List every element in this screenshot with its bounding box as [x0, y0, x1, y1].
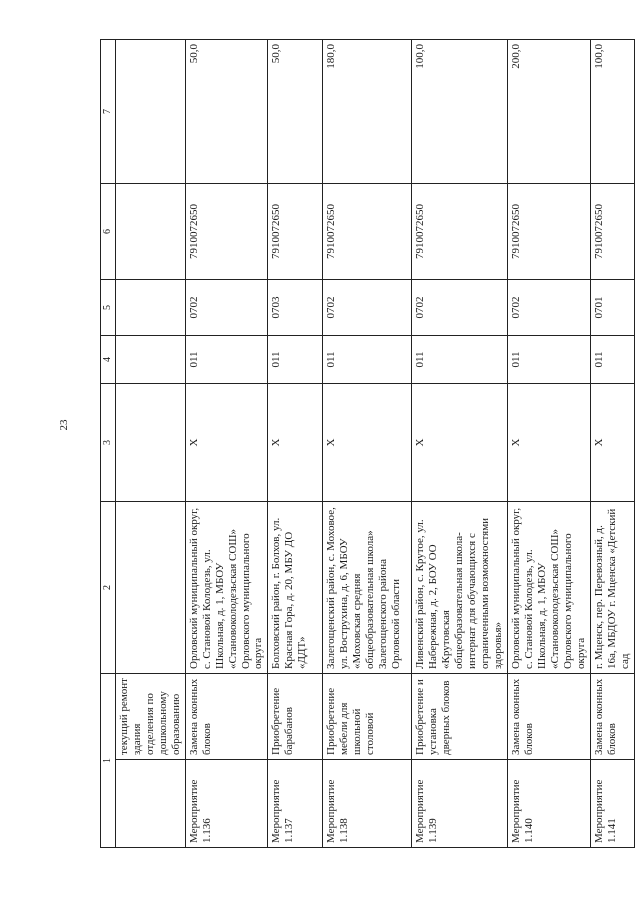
col4-code: 011	[268, 336, 323, 384]
measure-address: Орловский муниципальный округ, с. Становой Колодезь, ул. Школьная, д. 1, МБОУ «Становоколодезьская СОШ» Орловского муниципального округа	[185, 502, 268, 674]
col4-code: 011	[323, 336, 412, 384]
budget-table	[100, 39, 635, 848]
measure-activity: Приобретение и установка дверных блоков	[412, 674, 508, 760]
measure-activity: Приобретение мебели для школьной столовой	[323, 674, 412, 760]
table-row	[323, 40, 412, 848]
col3-mark: X	[508, 384, 591, 502]
col6-code: 7910072650	[591, 184, 635, 280]
col5-code: 0701	[591, 280, 635, 336]
col6-code: 7910072650	[323, 184, 412, 280]
col3-mark: X	[591, 384, 635, 502]
rotated-page	[100, 38, 631, 848]
col6-code: 7910072650	[268, 184, 323, 280]
measure-address: Болховский район, г. Болхов, ул. Красная Гора, д. 20, МБУ ДО «ДДТ»	[268, 502, 323, 674]
col5-code: 0702	[412, 280, 508, 336]
col4-code: 011	[412, 336, 508, 384]
measure-address: Залегощенский район, с. Моховое, ул. Вострухина, д. 6, МБОУ «Моховская средняя общеобразовательная школа» Залегощенского района Орловской области	[323, 502, 412, 674]
table-row	[268, 40, 323, 848]
measure-address: г. Мценск, пер. Перевозный, д. 16а, МБДОУ г. Мценска «Детский сад	[591, 502, 635, 674]
measure-activity: Замена оконных блоков	[185, 674, 268, 760]
measure-activity: Замена оконных блоков	[508, 674, 591, 760]
column-number: 5	[101, 280, 116, 336]
measure-id: Мероприятие 1.140	[508, 760, 591, 848]
measure-id: Мероприятие 1.136	[185, 760, 268, 848]
col3-mark: X	[268, 384, 323, 502]
col7-amount: 100,0	[591, 40, 635, 184]
table-row	[508, 40, 591, 848]
column-number: 2	[101, 502, 116, 674]
measure-address: Орловский муниципальный округ, с. Становой Колодезь, ул. Школьная, д. 1, МБОУ «Становоколодезьская СОШ» Орловского муниципального округа	[508, 502, 591, 674]
column-number: 4	[101, 336, 116, 384]
col4-code: 011	[185, 336, 268, 384]
measure-id: Мероприятие 1.138	[323, 760, 412, 848]
col7-amount: 180,0	[323, 40, 412, 184]
col3-mark: X	[323, 384, 412, 502]
table-row	[591, 40, 635, 848]
column-number: 6	[101, 184, 116, 280]
column-number: 7	[101, 40, 116, 184]
measure-activity: Замена оконных блоков	[591, 674, 635, 760]
col7-amount: 200,0	[508, 40, 591, 184]
col4-code: 011	[508, 336, 591, 384]
measure-address: Ливенский район, с. Крутое, ул. Набережная, д. 2, БОУ ОО «Крутовская общеобразовательная школа-интернат для обучающихся с ограниченными возможностями здоровья»	[412, 502, 508, 674]
col5-code: 0702	[508, 280, 591, 336]
col5-code: 0702	[323, 280, 412, 336]
col7-amount: 50,0	[268, 40, 323, 184]
table-row	[185, 40, 268, 848]
col4-code: 011	[591, 336, 635, 384]
col3-mark: X	[412, 384, 508, 502]
column-number: 3	[101, 384, 116, 502]
col5-code: 0703	[268, 280, 323, 336]
col7-amount: 100,0	[412, 40, 508, 184]
col6-code: 7910072650	[185, 184, 268, 280]
column-number-row	[101, 40, 116, 848]
measure-id: Мероприятие 1.139	[412, 760, 508, 848]
measure-activity: текущий ремонт здания отделения по дошкольному образованию	[115, 674, 185, 760]
col6-code: 7910072650	[412, 184, 508, 280]
table-row	[412, 40, 508, 848]
col3-mark: X	[185, 384, 268, 502]
measure-id: Мероприятие 1.137	[268, 760, 323, 848]
measure-id: Мероприятие 1.141	[591, 760, 635, 848]
col6-code: 7910072650	[508, 184, 591, 280]
table-row	[115, 40, 185, 848]
col5-code: 0702	[185, 280, 268, 336]
measure-activity: Приобретение барабанов	[268, 674, 323, 760]
col7-amount: 50,0	[185, 40, 268, 184]
column-number: 1	[101, 674, 116, 848]
page-number: 23	[58, 419, 70, 431]
measure-id	[115, 760, 185, 848]
measure-address	[115, 502, 185, 674]
